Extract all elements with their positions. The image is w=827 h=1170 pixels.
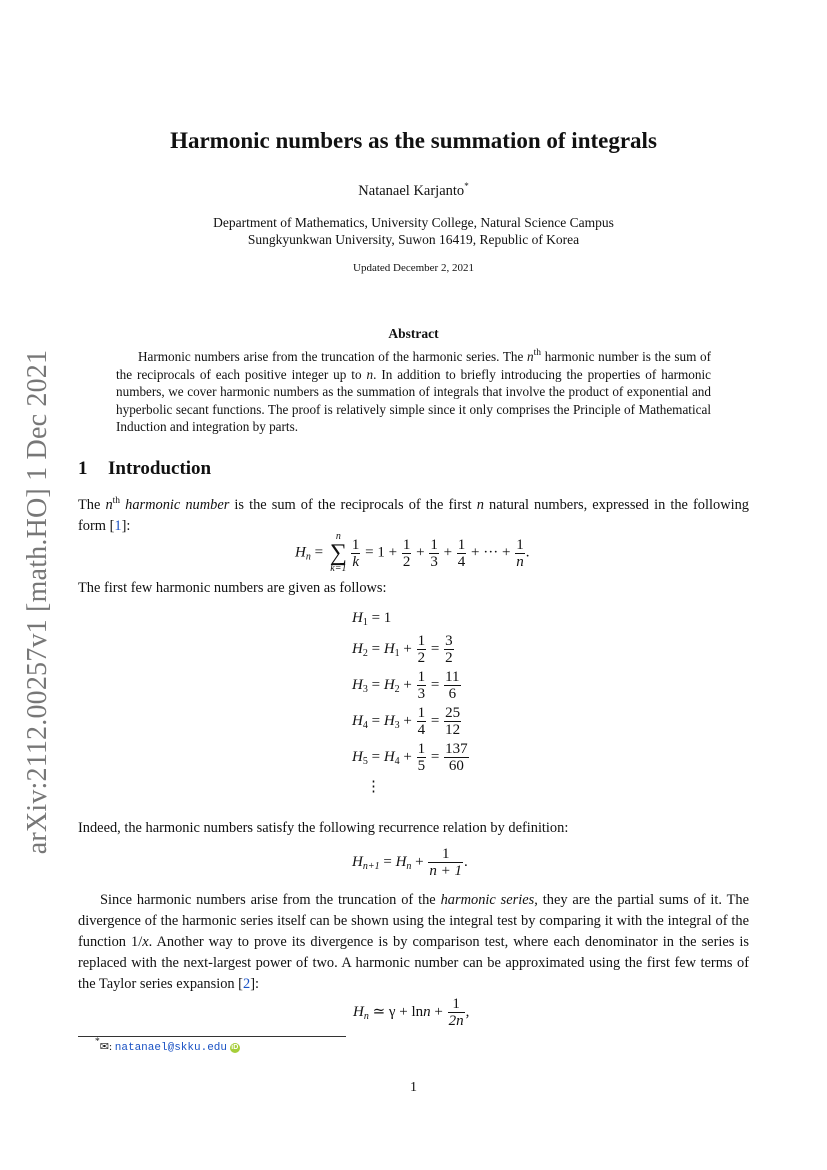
math-h: H [352,640,363,657]
equation-harmonic-sum: $H_n$ = n ∑ k=1 $\frac{1}{k}$ = 1 + $\frac{1}{2}$ + $\frac{1}{3}$ + $\frac{1}{4}$ + ··· + $\frac{1}{n}$ . [295,531,530,574]
math-h: H [383,748,395,765]
affiliation-line-1: Department of Mathematics, University College, Natural Science Campus [213,215,614,230]
affiliation-line-2: Sungkyunkwan University, Suwon 16419, Republic of Korea [247,232,580,247]
text: is the sum of the reciprocals of the first [229,497,477,513]
email-link[interactable]: natanael@skku.edu [114,1042,227,1054]
numerator: 1 [351,536,360,553]
math-op: + ··· + [467,544,515,561]
math-op: + [430,1003,447,1020]
numerator: 1 [516,536,524,553]
denominator: 4 [417,722,426,738]
math-h: H [383,712,395,729]
equation-h1 [352,610,391,627]
vertical-ellipsis: ⋮ [366,779,381,795]
superscript-th: th [112,496,121,506]
math-h: H [395,853,407,870]
math-n: n [476,497,484,513]
fraction [444,741,469,774]
math-sub: 4 [394,755,400,767]
denominator: 3 [430,553,438,570]
numerator: 1 [457,536,466,553]
math-sub: 3 [362,683,368,695]
math-n: n [105,497,113,513]
fraction [457,537,467,570]
summation-sign: n ∑ k=1 [329,531,347,574]
math-sub: 4 [362,719,368,731]
numerator: 1 [452,996,460,1012]
abstract-body [116,348,711,436]
numerator: 3 [445,633,453,649]
fraction [351,537,361,570]
section-title: Introduction [108,458,212,479]
fraction [444,705,461,738]
fraction [428,846,463,879]
orcid-icon[interactable]: iD [231,1044,239,1051]
math-h: H [383,640,395,657]
text: natural numbers, expressed in the following form [ [78,497,749,534]
abstract-heading: Abstract [388,326,439,341]
denominator: 2 [417,650,426,666]
abstract-n: n [527,349,534,364]
math-h: H [353,1003,364,1020]
denominator: 2 [445,650,453,666]
author-name: Natanael Karjanto [358,183,465,199]
section-heading [78,458,211,480]
math-op: , [465,1003,470,1020]
math-h: H [352,712,363,729]
abstract-n: n [366,366,374,382]
denominator: 5 [417,758,426,774]
math-sub: 2 [394,683,400,695]
numerator: 25 [445,705,461,721]
footnote [95,1037,240,1054]
fraction [429,537,439,570]
paragraph-4 [78,890,749,995]
numerator: 1 [417,669,426,685]
text: Since harmonic numbers arise from the truncation of the [100,892,441,908]
math-op: = 1 + [361,544,401,561]
numerator: 1 [430,536,438,553]
math-h: H [383,676,395,693]
footnote-rule [78,1036,346,1037]
author-mark: * [464,181,469,191]
numerator: 137 [445,741,468,757]
citation-link[interactable]: 1 [114,518,122,534]
citation-link[interactable]: 2 [242,976,251,992]
math-h: H [352,676,363,693]
equation-h4: $H_4 = H_3$ + $\frac{1}{4}$ = $\frac{25}{12}$ [352,705,461,738]
denominator: 60 [444,757,469,774]
fraction [417,633,427,666]
abstract-text: Harmonic numbers arise from the truncation of the harmonic series. The [138,349,528,364]
denominator: 3 [417,686,426,702]
equation-recurrence: $H_{n+1} = H_n$ + $\frac{1}{n + 1}$ . [352,846,468,879]
denominator: k [352,553,359,570]
numerator: 11 [445,669,460,685]
sum-upper: n [335,531,341,542]
denominator: 2n [448,1013,464,1029]
author [0,183,827,200]
arxiv-stamp: arXiv:2112.00257v1 [math.HO] 1 Dec 2021 [22,349,53,855]
paragraph-2: The first few harmonic numbers are given as follows: [78,580,387,596]
math-sub: 1 [362,617,368,628]
term-harmonic-series: harmonic series [440,892,535,908]
fraction [444,669,460,702]
equation-h3: $H_3 = H_2$ + $\frac{1}{3}$ = $\frac{11}{6}$ [352,669,460,702]
fraction [515,537,525,570]
numerator: 1 [402,536,411,553]
math-sub: 3 [394,719,400,731]
math-h: H [352,853,363,870]
math-sub: 2 [362,647,368,659]
denominator: 4 [457,553,466,570]
math-sub: 1 [394,647,400,659]
fraction [417,669,427,702]
abstract-text: . In addition to briefly introducing the properties of harmonic numbers, we cover harmonic numbers as the summation of integrals that involve the product of exponential and hyperbolic secant functions. The proof is relatively simple since it only comprises the Principle of Mathematical Induction and integration by parts. [116,366,711,434]
text: The [78,497,106,513]
fraction [417,705,427,738]
text: ]: [121,518,131,534]
fraction [448,996,465,1029]
math-op: ≃ γ + ln [368,1003,424,1020]
math-op: . [464,853,468,870]
text: ]: [250,976,259,992]
math-op: . [525,544,530,561]
math-n: n [423,1003,431,1020]
equation-approximation [353,996,469,1029]
sum-lower: k=1 [330,563,347,574]
math-sub: n [363,1010,369,1022]
numerator: 1 [417,741,426,757]
fraction [402,537,412,570]
math-h: H [352,610,363,626]
denominator: n [516,553,524,570]
math-sub: n+1 [362,860,380,872]
term-harmonic-number: harmonic number [125,497,230,513]
paper-title: Harmonic numbers as the summation of integrals [170,128,657,153]
math-h: H [295,544,306,561]
equation-h5: $H_5 = H_4$ + $\frac{1}{5}$ = $\frac{137}{60}$ [352,741,468,774]
numerator: 1 [441,846,450,862]
abstract-th: th [533,348,542,358]
denominator: 12 [445,722,461,738]
footnote-mark: * [95,1037,100,1047]
text: , they are the partial sums of it. The divergence of the harmonic series itself can be shown using the integral test by comparing it with the integral of the function 1/ [78,892,750,950]
page-number: 1 [410,1080,417,1095]
paragraph-3: Indeed, the harmonic numbers satisfy the following recurrence relation by definition: [78,820,569,836]
fraction [444,633,454,666]
envelope-icon: ✉: [99,1041,115,1053]
numerator: 1 [417,705,426,721]
math-sub: n [406,860,412,872]
math-x: x [142,934,149,950]
math-h: H [352,748,363,765]
equation-h2: $H_2 = H_1$ + $\frac{1}{2}$ = $\frac{3}{2}$ [352,633,453,666]
text: . Another way to prove its divergence is by comparison test, where each denominator in the series is replaced with the next-largest power of two. A harmonic number can be approximated using the first few terms of the Taylor series expansion [ [78,934,750,992]
fraction [417,741,427,774]
updated-date: Updated December 2, 2021 [353,262,474,274]
denominator: n + 1 [429,863,462,879]
math-op: = [310,544,327,561]
section-number: 1 [78,458,88,479]
paragraph-1 [78,495,749,537]
denominator: 2 [402,553,411,570]
denominator: 6 [444,685,460,702]
abstract-text: harmonic number is the sum of the reciprocals of each positive integer up to [116,349,711,382]
math-sub: 5 [362,755,368,767]
math-op: = 1 [367,610,392,626]
math-sub: n [305,551,311,563]
numerator: 1 [417,633,426,649]
